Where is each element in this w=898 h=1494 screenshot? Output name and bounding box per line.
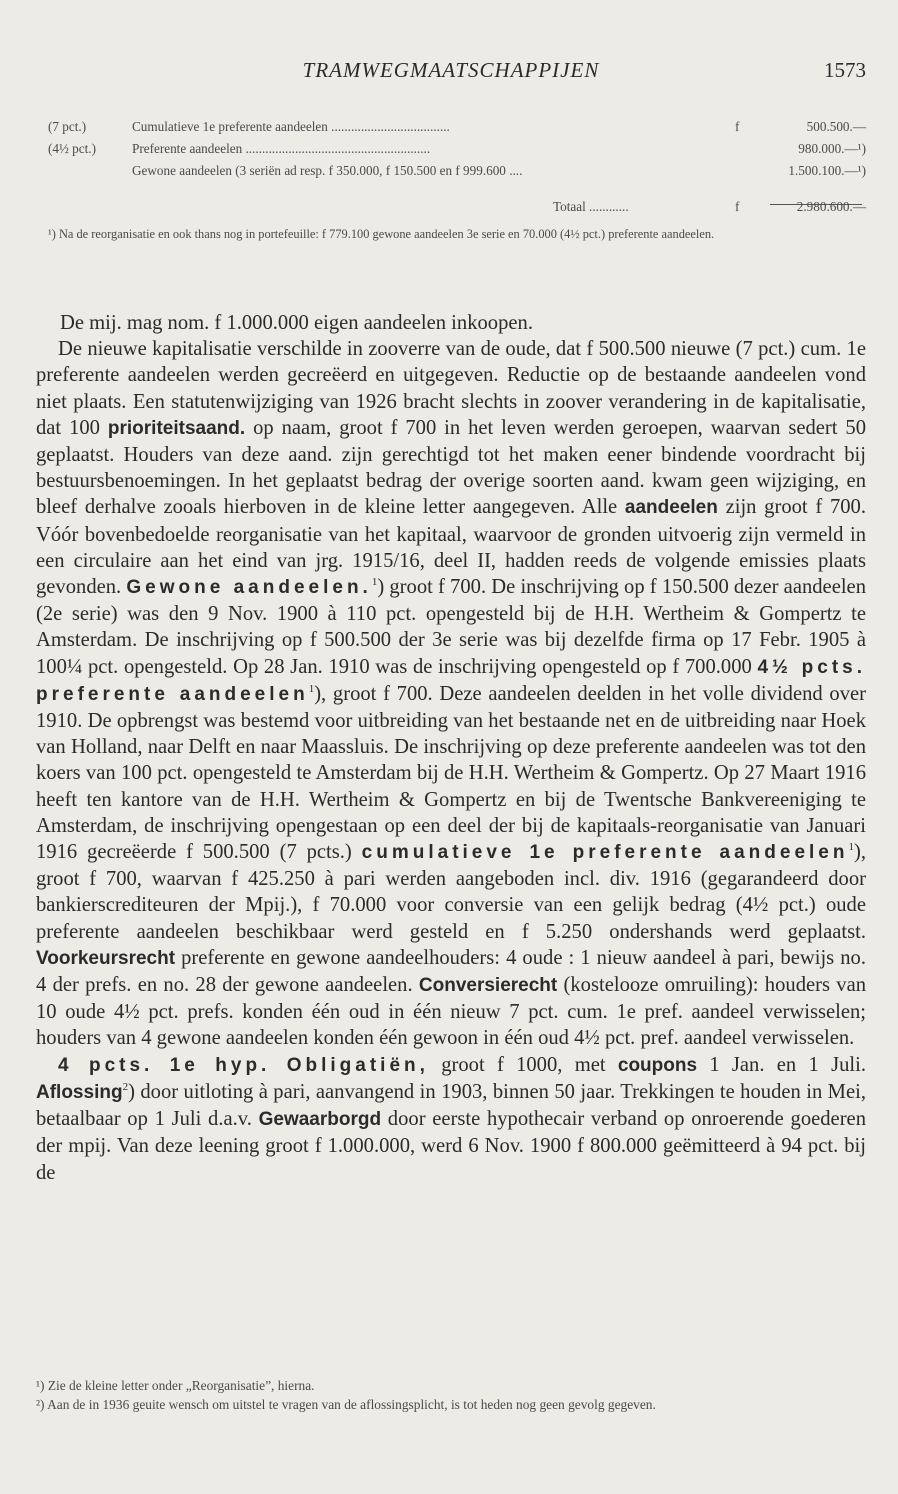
- bold-term: aandeelen: [624, 497, 718, 519]
- capital-row: [48, 160, 868, 182]
- footnote-ref: 1: [848, 841, 854, 854]
- bold-term: prioriteitsaand.: [107, 417, 246, 439]
- footnote: ¹) Zie de kleine letter onder „Reorganisatie”, hierna.: [36, 1378, 315, 1393]
- footnote-ref: 1: [308, 682, 315, 695]
- text-run: groot f 700. De inschrijving op f 150.500 dezer aandeelen (2e serie) was den 9 Nov. 1900 à 110 pct. opengesteld bij de H.H. Wertheim & Gompertz te Amsterdam. De inschrijving op f 500.500 der 3e serie was bij dezelfde firma op 17 Febr. 1905 à 100¼ pct. opengesteld. Op 28 Jan. 1910 was de inschrijving opengesteld op f 700.000: [36, 576, 866, 678]
- footnote-ref: 2: [122, 1081, 129, 1094]
- total-amount: 2.980.600.—: [796, 199, 866, 214]
- currency-sign: f: [735, 199, 740, 214]
- text-run: (kostelooze omruiling): houders van 10 oude 4½ pct. prefs. konden één oud in één nieuw 7 pct. cum. 1e pref. aandeel verwisselen; houders van 4 gewone aandeelen konden één gewoon in één oud 4½ pct. pref. aandeel verwisselen.: [36, 974, 867, 1050]
- footnote: ²) Aan de in 1936 geuite wensch om uitstel te vragen van de aflossingsplicht, is tot heden nog geen gevolg gegeven.: [36, 1397, 656, 1412]
- text-run: zijn groot f 700. Vóór bovenbedoelde reorganisatie van het kapitaal, waarvoor de gronden uitvoerig zijn vermeld in een circulaire aan het eind van jrg. 1915/16, deel II, hadden reeds de volgende emissies plaats gevonden.: [36, 496, 866, 599]
- capital-description: Cumulatieve 1e preferente aandeelen ....................................: [132, 119, 450, 134]
- text-run: ), groot f 700, waarvan f 425.250 à pari werden aangeboden incl. div. 1916 (gegarandeerd door bankierscrediteuren der Mpij.), f 70.000 voor conversie van een gelijk bedrag (4½ pct.) oude preferente aandeelen beschikbaar werd gesteld en f 5.250 ondershands werd geplaatst.: [36, 841, 866, 943]
- bold-term: Conversierecht: [418, 975, 558, 997]
- capital-total-row: [48, 196, 868, 218]
- bold-term: Gewaarborgd: [258, 1109, 382, 1131]
- paragraph: De nieuwe kapitalisatie verschilde in zooverre van de oude, dat f 500.500 nieuwe (7 pct.) cum. 1e preferente aandeelen werden gecreëerd en uitgegeven. Reductie op de bestaande aandeelen vond niet plaats. Een statutenwijziging van 1926 bracht slechts in zoover verandering in de kapitalisatie, dat 100 prioriteitsaand. op naam, groot f 700 in het leven werden geroepen, waarvan sedert 50 geplaatst. Houders van deze aand. zijn gerechtigd tot het maken eener bindende voordracht bij bestuursbenoemingen. In het geplaatst bedrag der overige soorten aand. kwam geen wijziging, en bleef derhalve zooals hierboven in de kleine letter aangegeven. Alle aandeelen zijn groot f 700. Vóór bovenbedoelde reorganisatie van het kapitaal, waarvoor de gronden uitvoerig zijn vermeld in een circulaire aan het eind van jrg. 1915/16, deel II, hadden reeds de volgende emissies plaats gevonden. Gewone aandeelen.$^1$) groot f 700. De inschrijving op f 150.500 dezer aandeelen (2e serie) was den 9 Nov. 1900 à 110 pct. opengesteld bij de H.H. Wertheim & Gompertz te Amsterdam. De inschrijving op f 500.500 der 3e serie was bij dezelfde firma op 17 Febr. 1905 à 100¼ pct. opengesteld. Op 28 Jan. 1910 was de inschrijving opengesteld op f 700.000 4½ pcts. preferente aandeelen$^1$), groot f 700. Deze aandeelen deelden in het volle dividend over 1910. De opbrengst was bestemd voor uitbreiding van het bestaande net en de uitbreiding naar Hoek van Holland, naar Delft en naar Maassluis. De inschrijving op deze preferente aandeelen was tot den koers van 100 pct. opengesteld te Amsterdam bij de H.H. Wertheim & Gompertz. Op 27 Maart 1916 heeft ten kantore van de H.H. Wertheim & Gompertz en bij de Twentsche Bankvereeniging te Amsterdam, de inschrijving opengestaan op een deel der bij de kapitaals-reorganisatie van Januari 1916 gecreëerde f 500.500 (7 pcts.) cumulatieve 1e preferente aandeelen$^1$), groot f 700, waarvan f 425.250 à pari werden aangeboden incl. div. 1916 (gegarandeerd door bankierscrediteuren der Mpij.), f 70.000 voor conversie van een gelijk bedrag (4½ pct.) oude preferente aandeelen beschikbaar werd gesteld en f 5.250 ondershands werd geplaatst. Voorkeursrecht preferente en gewone aandeelhouders: 4 oude : 1 nieuw aandeel à pari, bewijs no. 4 der prefs. en no. 28 der gewone aandeelen. Conversierecht (kostelooze omruiling): houders van 10 oude 4½ pct. prefs. konden één oud in één nieuw 7 pct. cum. 1e pref. aandeel verwisselen; houders van 4 gewone aandeelen konden één gewoon in één oud 4½ pct. pref. aandeel verwisselen.: [36, 338, 867, 1050]
- capital-rate: (7 pct.): [48, 119, 87, 134]
- text-run: 1 Jan. en 1 Juli.: [709, 1053, 866, 1076]
- text-run: door eerste hypothecair verband op onroerende goederen der mpij. Van deze leening groot f 1.000.000, werd 6 Nov. 1900 f 800.000 geëmitteerd à 94 pct. bij de: [36, 1108, 866, 1184]
- capital-rate: (4½ pct.): [48, 141, 96, 156]
- capital-row: [48, 116, 868, 138]
- bold-term: Voorkeursrecht: [36, 947, 176, 969]
- spaced-term: cumulatieve 1e preferente aandeelen: [361, 842, 849, 864]
- spaced-term: 4½ pcts. preferente aandeelen: [36, 656, 866, 705]
- spaced-term: 4 pcts. 1e hyp. Obligatiën,: [58, 1054, 429, 1076]
- currency-sign: f: [735, 119, 740, 134]
- spaced-term: Gewone aandeelen.: [126, 577, 372, 599]
- total-label: Totaal ............: [553, 199, 629, 214]
- footnote-ref: 1: [371, 576, 378, 589]
- page-header: [36, 58, 866, 92]
- footnotes: [36, 1376, 866, 1414]
- capital-amount: 1.500.100.—¹): [788, 163, 866, 178]
- capital-amount: 500.500.—: [806, 119, 866, 134]
- text-run: ) door uitloting à pari, aanvangend in 1903, binnen 50 jaar. Trekkingen te houden in Mei, betaalbaar op 1 Juli d.a.v.: [36, 1080, 866, 1131]
- running-title: TRAMWEGMAATSCHAPPIJEN: [302, 58, 600, 82]
- bold-term: Aflossing: [36, 1081, 123, 1103]
- paragraph: [36, 310, 866, 336]
- text-run: De mij. mag nom. f 1.000.000 eigen aandeelen inkoopen.: [60, 312, 533, 334]
- page-number: 1573: [824, 58, 866, 82]
- paragraph: [36, 1052, 866, 1186]
- capital-amount: 980.000.—¹): [798, 141, 866, 156]
- capital-table: [48, 116, 868, 243]
- text-run: ), groot f 700. Deze aandeelen deelden in het volle dividend over 1910. De opbrengst was bestemd voor uitbreiding van het bestaande net en de uitbreiding naar Hoek van Holland, naar Delft en naar Maassluis. De inschrijving op deze preferente aandeelen was tot den koers van 100 pct. opengesteld te Amsterdam bij de H.H. Wertheim & Gompertz. Op 27 Maart 1916 heeft ten kantore van de H.H. Wertheim & Gompertz en bij de Twentsche Bankvereeniging te Amsterdam, de inschrijving opengestaan op een deel der bij de kapitaals-reorganisatie van Januari 1916 gecreëerde f 500.500 (7 pcts.): [36, 682, 866, 864]
- capital-description: Gewone aandeelen (3 seriën ad resp. f 350.000, f 150.500 en f 999.600 ....: [132, 163, 523, 178]
- bold-term: coupons: [617, 1054, 698, 1076]
- capital-row: [48, 138, 868, 160]
- capital-description: Preferente aandeelen ........................................................: [132, 141, 431, 156]
- text-run: preferente en gewone aandeelhouders: 4 oude : 1 nieuw aandeel à pari, bewijs no. 4 der prefs. en no. 28 der gewone aandeelen.: [36, 946, 866, 997]
- capital-note: ¹) Na de reorganisatie en ook thans nog in portefeuille: f 779.100 gewone aandeelen 3e serie en 70.000 (4½ pct.) preferente aandeelen.: [48, 227, 715, 241]
- body-text: [36, 310, 866, 1186]
- text-run: De nieuwe kapitalisatie verschilde in zooverre van de oude, dat f 500.500 nieuwe (7 pct.) cum. 1e preferente aandeelen werden gecreëerd en uitgegeven. Reductie op de bestaande aandeelen vond niet plaats. Een statutenwijziging van 1926 bracht slechts in zoover verandering in de kapitalisatie, dat 100: [36, 338, 866, 439]
- text-run: groot f 1000, met: [441, 1053, 606, 1076]
- text-run: op naam, groot f 700 in het leven werden geroepen, waarvan sedert 50 geplaatst. Houders van deze aand. zijn gerechtigd tot het maken eener bindende voordracht bij bestuursbenoemingen. In het geplaatst bedrag der overige soorten aand. kwam geen wijziging, en bleef derhalve zooals hierboven in de kleine letter aangegeven. Alle: [36, 416, 867, 519]
